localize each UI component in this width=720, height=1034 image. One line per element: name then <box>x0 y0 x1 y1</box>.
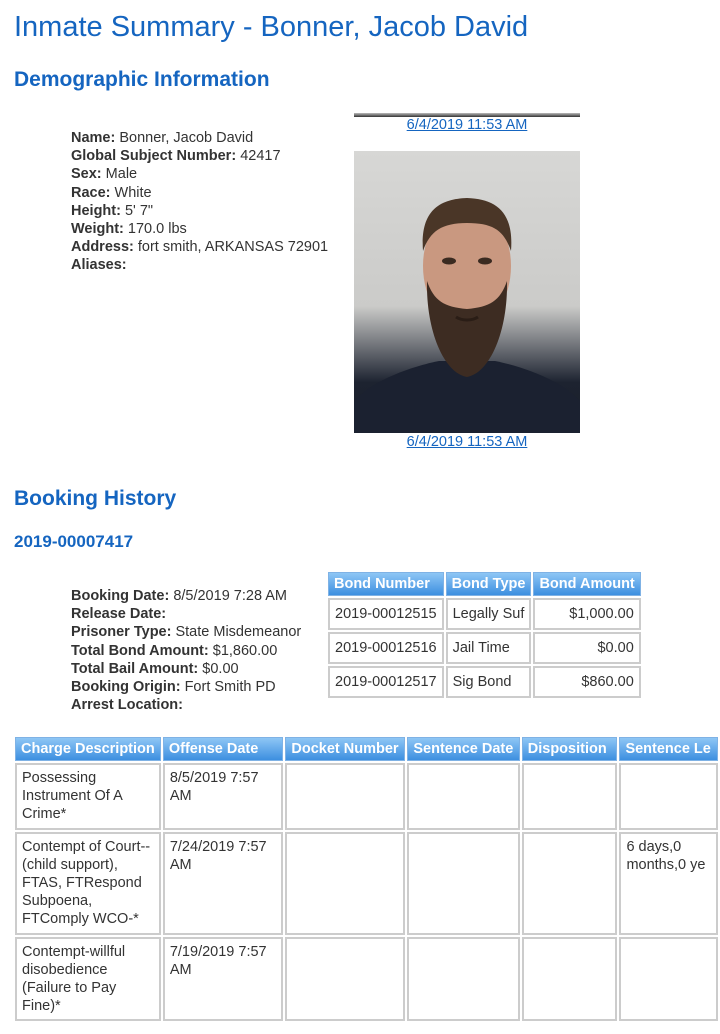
bond-table-header <box>328 572 641 596</box>
field-label: Booking Date: <box>71 588 170 604</box>
page-title: Inmate Summary - Bonner, Jacob David <box>14 11 529 43</box>
column-header: Charge Description <box>15 737 161 761</box>
bond-number-cell: 2019-00012517 <box>328 666 444 698</box>
field-label: Total Bond Amount: <box>71 642 209 659</box>
disposition-cell <box>522 937 618 1022</box>
table-row <box>15 763 718 830</box>
booking-info <box>71 587 301 714</box>
column-header: Sentence Le <box>619 737 718 761</box>
disposition-cell <box>522 832 618 935</box>
field-value: 42417 <box>240 148 281 165</box>
bond-amount-cell: $1,000.00 <box>533 598 640 630</box>
field-value: Male <box>105 166 138 183</box>
field-name <box>71 129 328 147</box>
sentence-date-cell <box>407 832 519 935</box>
bond-amount-cell: $860.00 <box>533 666 640 698</box>
sentence-length-cell <box>619 937 718 1022</box>
field-height <box>71 202 328 220</box>
bond-type-cell: Sig Bond <box>446 666 532 698</box>
column-header: Bond Amount <box>533 572 640 596</box>
sentence-length-cell: 6 days,0 months,0 ye <box>619 832 718 935</box>
bond-type-cell: Legally Suf <box>446 598 532 630</box>
bond-number-cell: 2019-00012516 <box>328 632 444 664</box>
demographics-heading: Demographic Information <box>14 68 270 91</box>
docket-number-cell <box>285 763 405 830</box>
field-sex <box>71 165 328 183</box>
field-release-date <box>71 605 301 623</box>
column-header: Bond Number <box>328 572 444 596</box>
disposition-cell <box>522 763 618 830</box>
field-booking-date <box>71 587 301 605</box>
column-header: Disposition <box>522 737 618 761</box>
field-value: Fort Smith PD <box>184 679 276 696</box>
field-value: fort smith, ARKANSAS 72901 <box>137 239 329 256</box>
field-value: 170.0 lbs <box>127 221 187 238</box>
charge-description-cell: Contempt of Court--(child support), FTAS, FTRespond Subpoena, FTComply WCO-* <box>15 832 161 935</box>
field-label: Release Date: <box>71 606 167 623</box>
bond-amount-cell: $0.00 <box>533 632 640 664</box>
table-row <box>328 666 641 698</box>
field-label: Arrest Location: <box>71 697 183 714</box>
field-label: Name: <box>71 130 116 146</box>
field-label: Booking Origin: <box>71 679 181 696</box>
field-aliases <box>71 256 328 274</box>
docket-number-cell <box>285 937 405 1022</box>
field-total-bond-amount <box>71 642 301 660</box>
charge-description-cell: Possessing Instrument Of A Crime* <box>15 763 161 830</box>
field-label: Address: <box>71 239 134 256</box>
sentence-date-cell <box>407 763 519 830</box>
demographics-info <box>71 129 328 275</box>
column-header: Sentence Date <box>407 737 519 761</box>
field-booking-origin <box>71 678 301 696</box>
field-label: Weight: <box>71 221 124 238</box>
bond-type-cell: Jail Time <box>446 632 532 664</box>
docket-number-cell <box>285 832 405 935</box>
field-prisoner-type <box>71 623 301 641</box>
column-header: Offense Date <box>163 737 284 761</box>
field-address <box>71 238 328 256</box>
field-value: $0.00 <box>202 660 239 677</box>
field-label: Sex: <box>71 166 102 183</box>
person-silhouette-icon <box>354 151 580 433</box>
field-value: $1,860.00 <box>212 642 278 659</box>
photo-date-link-top[interactable]: 6/4/2019 11:53 AM <box>406 117 528 133</box>
field-label: Global Subject Number: <box>71 148 237 165</box>
charges-table <box>13 735 720 1023</box>
table-row <box>15 832 718 935</box>
field-label: Aliases: <box>71 257 127 274</box>
field-label: Total Bail Amount: <box>71 660 199 677</box>
bond-number-cell: 2019-00012515 <box>328 598 444 630</box>
field-value: White <box>114 184 152 201</box>
field-label: Prisoner Type: <box>71 624 172 641</box>
booking-number: 2019-00007417 <box>14 532 134 551</box>
column-header: Docket Number <box>285 737 405 761</box>
column-header: Bond Type <box>446 572 532 596</box>
offense-date-cell: 8/5/2019 7:57 AM <box>163 763 284 830</box>
offense-date-cell: 7/24/2019 7:57 AM <box>163 832 284 935</box>
field-total-bail-amount <box>71 660 301 678</box>
field-value: State Misdemeanor <box>175 624 302 641</box>
field-value: 5' 7" <box>124 202 154 219</box>
charge-description-cell: Contempt-willful disobedience (Failure to Pay Fine)* <box>15 937 161 1022</box>
field-value: Bonner, Jacob David <box>119 130 254 146</box>
photo-date-link-bottom[interactable]: 6/4/2019 11:53 AM <box>406 434 528 450</box>
field-global-subject-number <box>71 147 328 165</box>
field-arrest-location <box>71 696 301 714</box>
booking-history-heading: Booking History <box>14 487 177 510</box>
mugshot-photo <box>354 151 580 433</box>
field-value: 8/5/2019 7:28 AM <box>173 588 287 604</box>
table-row <box>328 598 641 630</box>
table-row <box>15 937 718 1022</box>
field-race <box>71 184 328 202</box>
table-row <box>328 632 641 664</box>
charges-table-header <box>15 737 718 761</box>
sentence-date-cell <box>407 937 519 1022</box>
bond-table <box>326 570 643 700</box>
sentence-length-cell <box>619 763 718 830</box>
field-label: Race: <box>71 184 111 201</box>
field-weight <box>71 220 328 238</box>
offense-date-cell: 7/19/2019 7:57 AM <box>163 937 284 1022</box>
field-label: Height: <box>71 202 121 219</box>
